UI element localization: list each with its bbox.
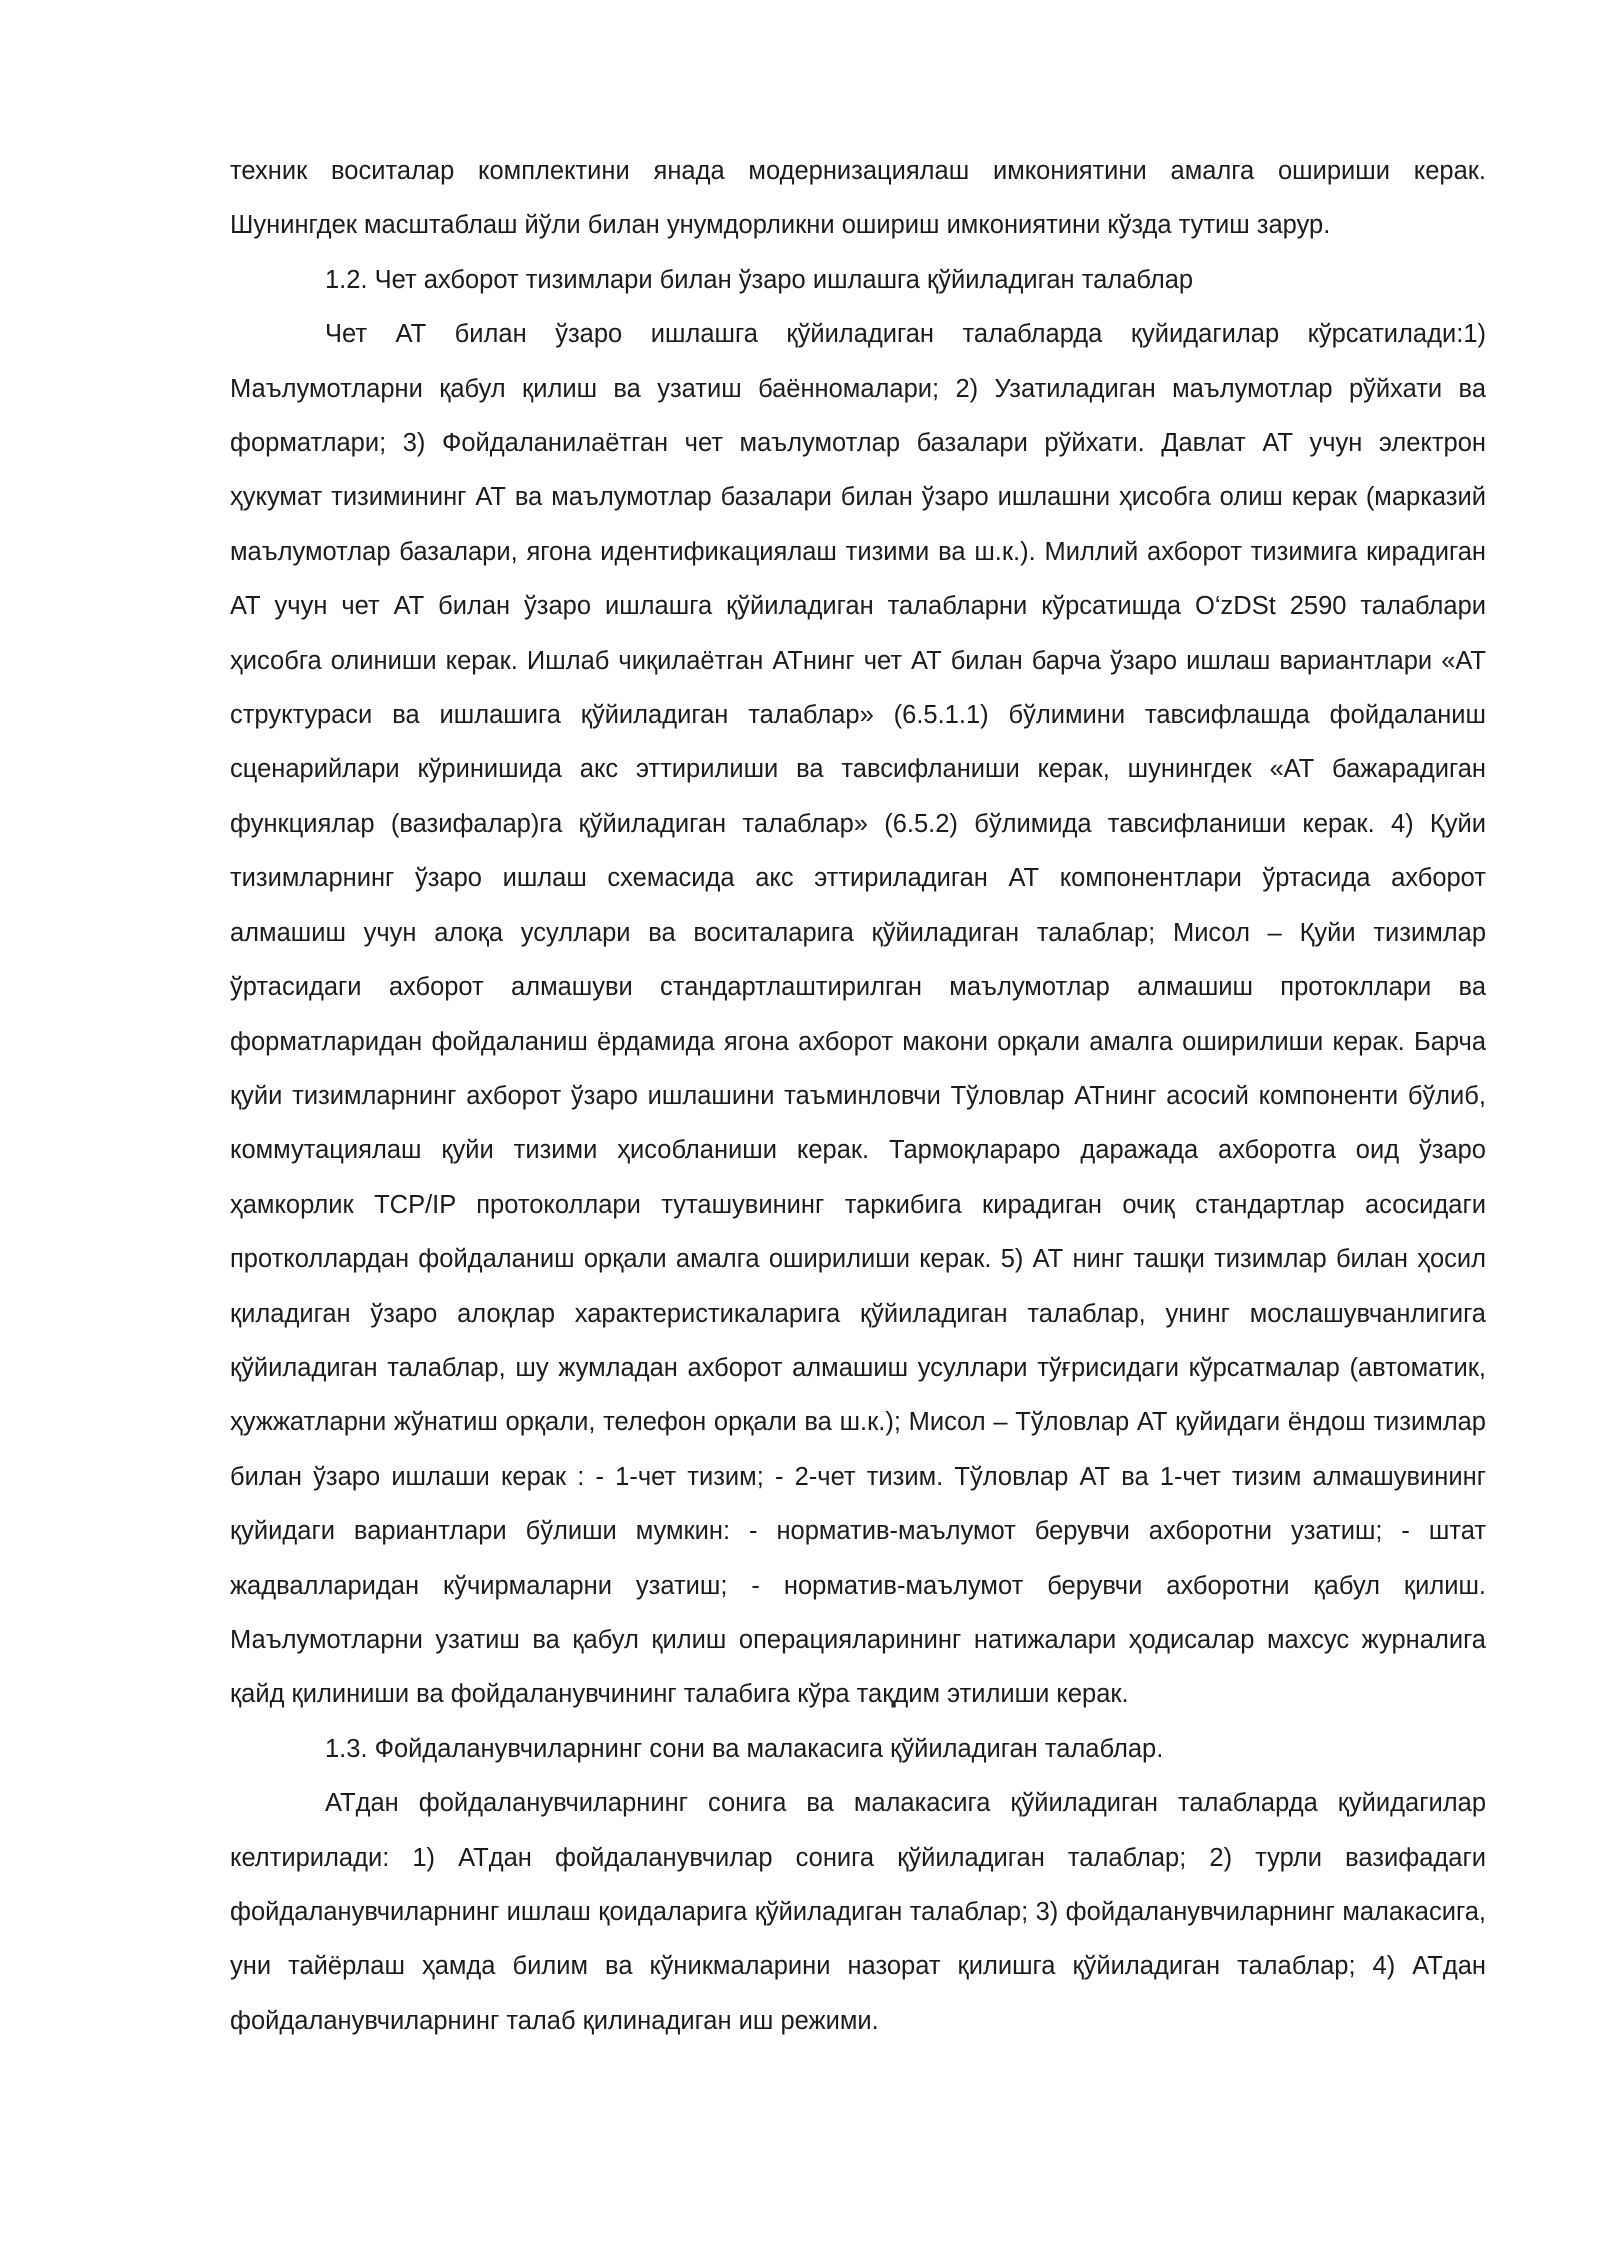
section-heading-1-2: 1.2. Чет ахборот тизимлари билан ўзаро ишлашга қўйиладиган талаблар: [325, 265, 1194, 294]
document-body: [230, 144, 1486, 2048]
paragraph-users: АТдан фойдаланувчиларнинг сонига ва малакасига қўйиладиган талабларда қуйидагилар келтирилади: 1) АТдан фойдаланувчилар сонига қўйиладиган талаблар; 2) турли вазифадаги фойдаланувчиларнинг ишлаш қоидаларига қўйиладиган талаблар; 3) фойдаланувчиларнинг малакасига, уни тайёрлаш ҳамда билим ва кўникмаларини назорат қилишга қўйиладиган талаблар; 4) АТдан фойдаланувчиларнинг талаб қилинадиган иш режими.: [230, 1789, 1486, 2035]
paragraph-continuation: техник воситалар комплектини янада модернизациялаш имкониятини амалга ошириши керак. Шунингдек масштаблаш йўли билан унумдорликни ошириш имкониятини кўзда тутиш зарур.: [230, 157, 1486, 240]
paragraph-external-systems: Чет АТ билан ўзаро ишлашга қўйиладиган талабларда қуйидагилар кўрсатилади:1) Маълумотларни қабул қилиш ва узатиш баённомалари; 2) Узатиладиган маълумотлар рўйхати ва форматлари; 3) Фойдаланилаётган чет маълумотлар базалари рўйхати. Давлат АТ учун электрон ҳукумат тизимининг АТ ва маълумотлар базалари билан ўзаро ишлашни ҳисобга олиш керак (марказий маълумотлар базалари, ягона идентификациялаш тизими ва ш.к.). Миллий ахборот тизимига кирадиган АТ учун чет АТ билан ўзаро ишлашга қўйиладиган талабларни кўрсатишда O‘zDSt 2590 талаблари ҳисобга олиниши керак. Ишлаб чиқилаётган АТнинг чет АТ билан барча ўзаро ишлаш вариантлари «АТ структураси ва ишлашига қўйиладиган талаблар» (6.5.1.1) бўлимини тавсифлашда фойдаланиш сценарийлари кўринишида акс эттирилиши ва тавсифланиши керак, шунингдек «АТ бажарадиган функциялар (вазифалар)га қўйиладиган талаблар» (6.5.2) бўлимида тавсифланиши керак. 4) Қуйи тизимларнинг ўзаро ишлаш схемасида акс эттириладиган АТ компонентлари ўртасида ахборот алмашиш учун алоқа усуллари ва воситаларига қўйиладиган талаблар; Мисол – Қуйи тизимлар ўртасидаги ахборот алмашуви стандартлаштирилган маълумотлар алмашиш протокллари ва форматларидан фойдаланиш ёрдамида ягона ахборот макони орқали амалга оширилиши керак. Барча қуйи тизимларнинг ахборот ўзаро ишлашини таъминловчи Тўловлар АТнинг асосий компоненти бўлиб, коммутациялаш қуйи тизими ҳисобланиши керак. Тармоқлараро даражада ахборотга оид ўзаро ҳамкорлик TCP/IP протоколлари туташувининг таркибига кирадиган очиқ стандартлар асосидаги протколлардан фойдаланиш орқали амалга оширилиши керак. 5) АТ нинг ташқи тизимлар билан ҳосил қиладиган ўзаро алоқлар характеристикаларига қўйиладиган талаблар, унинг мослашувчанлигига қўйиладиган талаблар, шу жумладан ахборот алмашиш усуллари тўғрисидаги кўрсатмалар (автоматик, ҳужжатларни жўнатиш орқали, телефон орқали ва ш.к.); Мисол – Тўловлар АТ қуйидаги ёндош тизимлар билан ўзаро ишлаши керак : - 1-чет тизим; - 2-чет тизим. Тўловлар АТ ва 1-чет тизим алмашувининг қуйидаги вариантлари бўлиши мумкин: - норматив-маълумот берувчи ахборотни узатиш; - штат жадвалларидан кўчирмаларни узатиш; - норматив-маълумот берувчи ахборотни қабул қилиш. Маълумотларни узатиш ва қабул қилиш операцияларининг натижалари ҳодисалар махсус журналига қайд қилиниши ва фойдаланувчининг талабига кўра тақдим этилиши керак.: [230, 320, 1486, 1709]
section-heading-1-3: 1.3. Фойдаланувчиларнинг сони ва малакасига қўйиладиган талаблар.: [325, 1734, 1164, 1763]
